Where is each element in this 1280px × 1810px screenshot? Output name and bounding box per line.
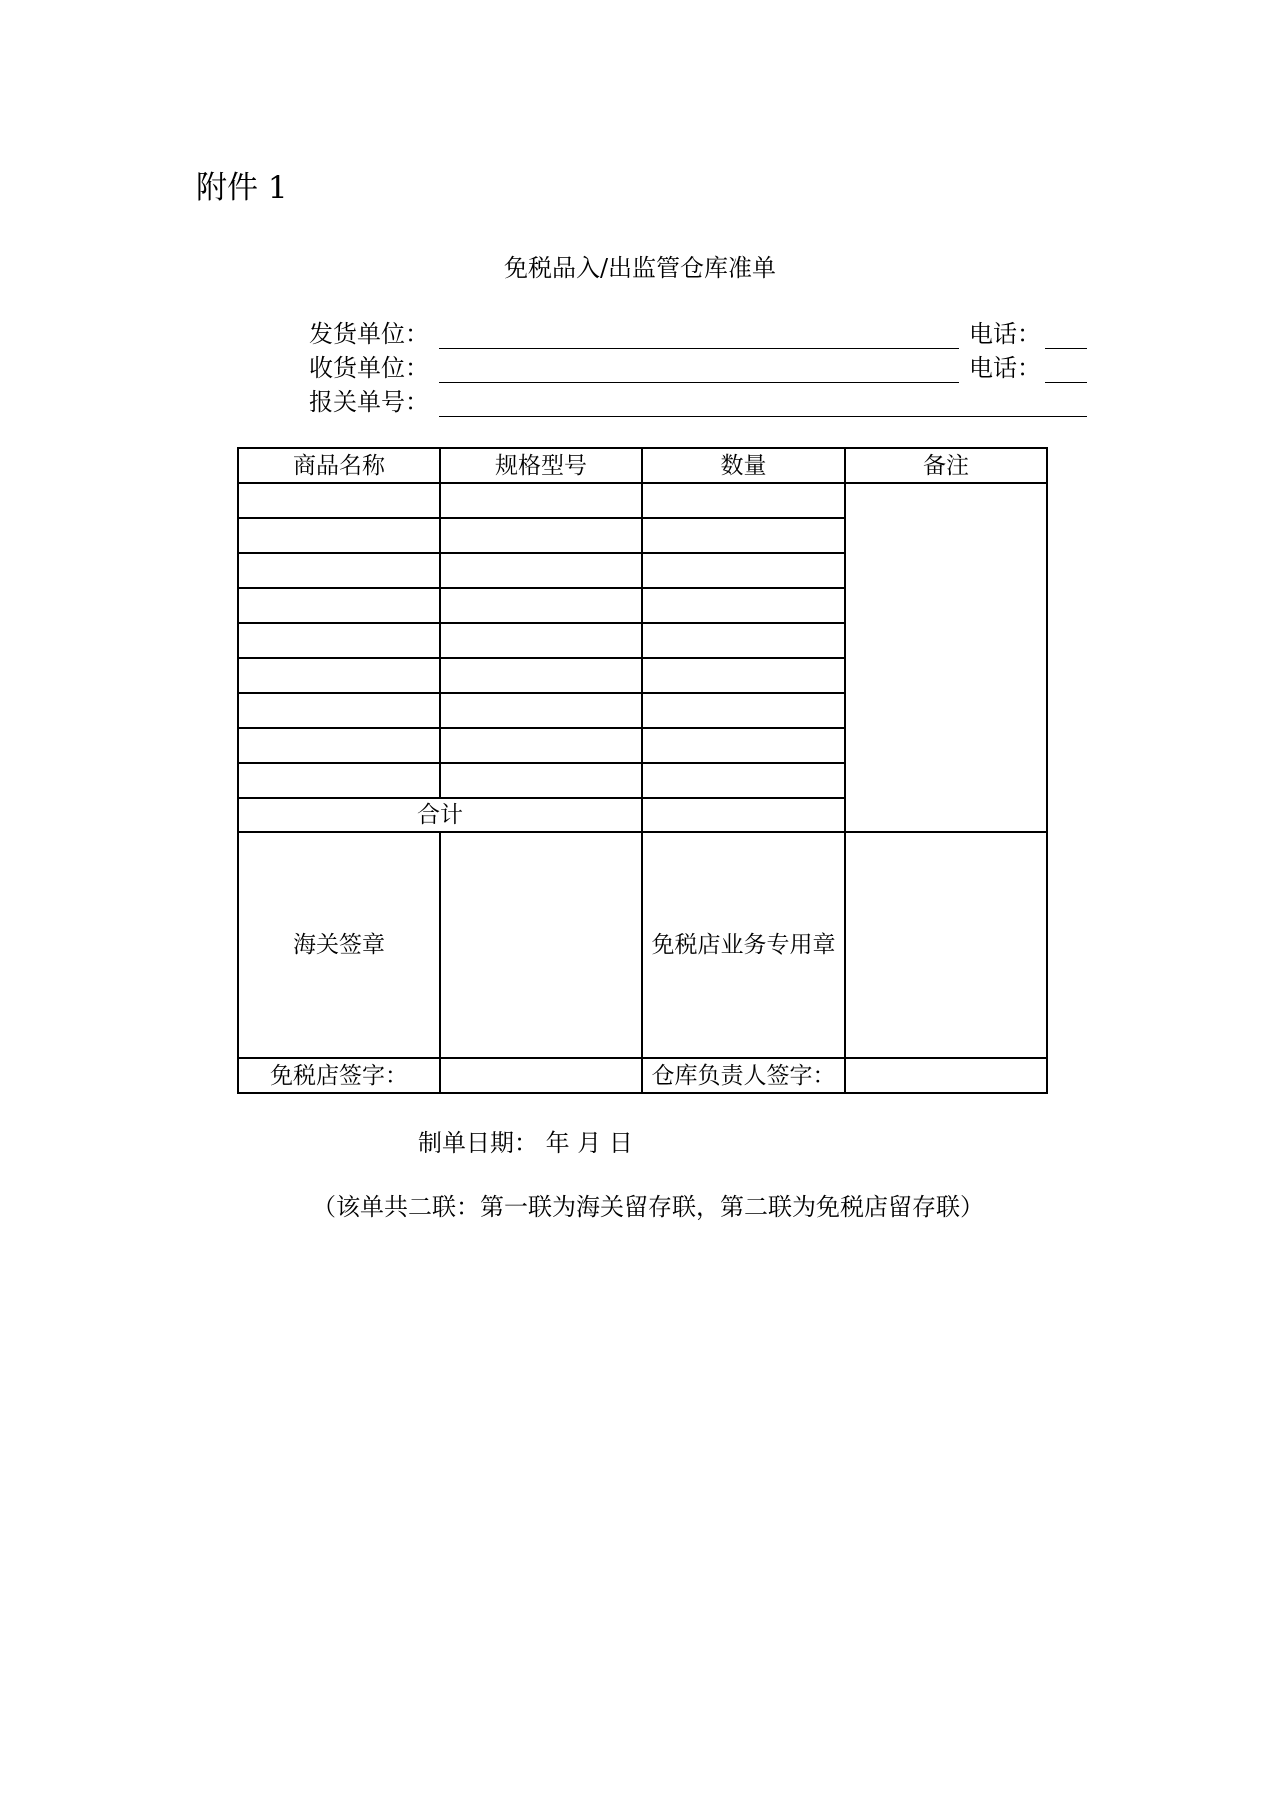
sender-label: 发货单位： <box>309 320 429 348</box>
quantity-cell[interactable] <box>642 518 845 553</box>
goods-table <box>237 447 1048 1094</box>
attachment-label: 附件 1 <box>196 170 288 206</box>
table-header-row <box>238 448 1047 483</box>
dutyfree-seal-label: 免税店业务专用章 <box>642 832 845 1058</box>
goods-name-cell[interactable] <box>238 553 440 588</box>
header-spec-model: 规格型号 <box>440 448 642 483</box>
warehouse-sign-label: 仓库负责人签字： <box>642 1058 845 1093</box>
quantity-cell[interactable] <box>642 728 845 763</box>
header-remarks: 备注 <box>845 448 1047 483</box>
receiver-tel-label: 电话： <box>969 354 1041 382</box>
sender-tel-label: 电话： <box>969 320 1041 348</box>
header-goods-name: 商品名称 <box>238 448 440 483</box>
quantity-cell[interactable] <box>642 553 845 588</box>
goods-name-cell[interactable] <box>238 693 440 728</box>
date-line: 制单日期： 年 月 日 <box>418 1129 633 1157</box>
sender-tel-input-line[interactable] <box>1045 318 1087 349</box>
seal-row <box>238 832 1047 1058</box>
quantity-cell[interactable] <box>642 693 845 728</box>
dutyfree-seal-area[interactable] <box>845 832 1047 1058</box>
dutyfree-sign-label: 免税店签字： <box>238 1058 440 1093</box>
receiver-tel-input-line[interactable] <box>1045 352 1087 383</box>
goods-name-cell[interactable] <box>238 763 440 798</box>
warehouse-sign-field[interactable] <box>845 1058 1047 1093</box>
receiver-input-line[interactable] <box>439 352 959 383</box>
spec-model-cell[interactable] <box>440 553 642 588</box>
receiver-label: 收货单位： <box>309 354 429 382</box>
quantity-cell[interactable] <box>642 763 845 798</box>
remarks-cell[interactable] <box>845 483 1047 832</box>
spec-model-cell[interactable] <box>440 483 642 518</box>
goods-name-cell[interactable] <box>238 658 440 693</box>
quantity-cell[interactable] <box>642 658 845 693</box>
goods-name-cell[interactable] <box>238 623 440 658</box>
footer-note: （该单共二联：第一联为海关留存联，第二联为免税店留存联） <box>312 1193 984 1221</box>
sender-input-line[interactable] <box>439 318 959 349</box>
goods-name-cell[interactable] <box>238 483 440 518</box>
total-quantity-cell[interactable] <box>642 798 845 832</box>
signature-row <box>238 1058 1047 1093</box>
spec-model-cell[interactable] <box>440 623 642 658</box>
header-quantity: 数量 <box>642 448 845 483</box>
total-label: 合计 <box>238 798 642 832</box>
spec-model-cell[interactable] <box>440 728 642 763</box>
spec-model-cell[interactable] <box>440 588 642 623</box>
table-row <box>238 483 1047 518</box>
customs-seal-label: 海关签章 <box>238 832 440 1058</box>
declaration-input-line[interactable] <box>439 386 1087 417</box>
customs-seal-area[interactable] <box>440 832 642 1058</box>
spec-model-cell[interactable] <box>440 693 642 728</box>
spec-model-cell[interactable] <box>440 763 642 798</box>
quantity-cell[interactable] <box>642 588 845 623</box>
dutyfree-sign-field[interactable] <box>440 1058 642 1093</box>
spec-model-cell[interactable] <box>440 658 642 693</box>
goods-name-cell[interactable] <box>238 588 440 623</box>
goods-name-cell[interactable] <box>238 728 440 763</box>
quantity-cell[interactable] <box>642 623 845 658</box>
goods-name-cell[interactable] <box>238 518 440 553</box>
quantity-cell[interactable] <box>642 483 845 518</box>
spec-model-cell[interactable] <box>440 518 642 553</box>
form-title: 免税品入/出监管仓库准单 <box>503 254 777 282</box>
declaration-label: 报关单号： <box>309 388 429 416</box>
